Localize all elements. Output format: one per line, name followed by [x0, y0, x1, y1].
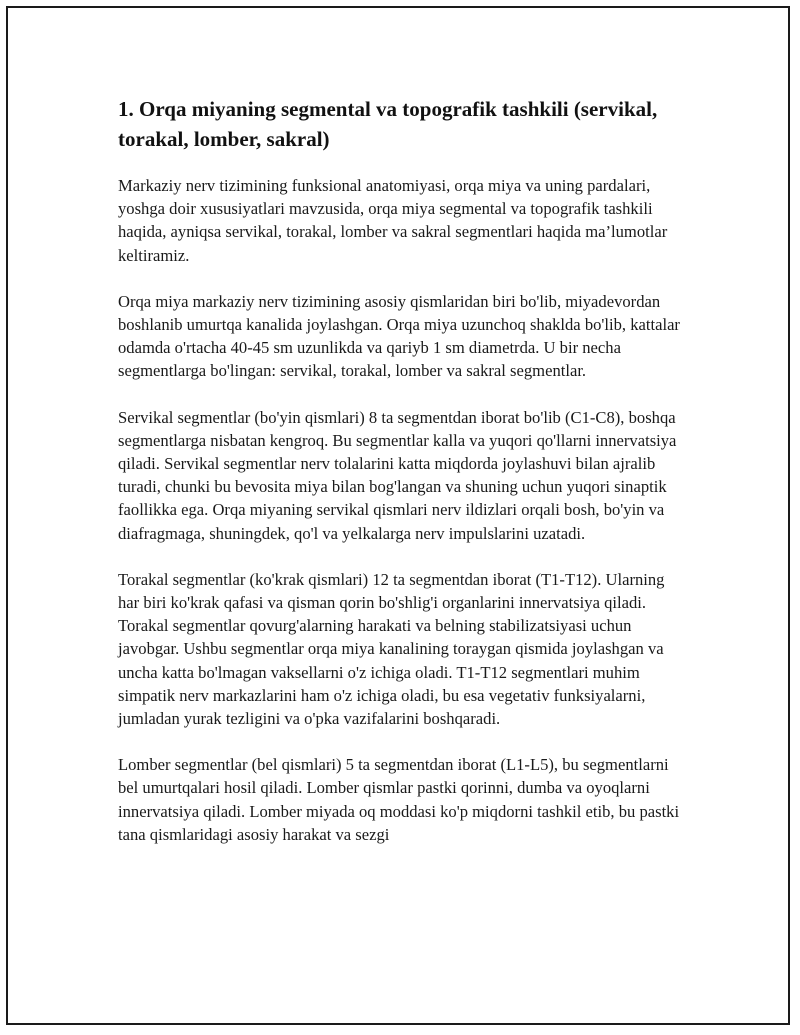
paragraph-spinal-cord-overview: Orqa miya markaziy nerv tizimining asosiy qismlaridan biri bo'lib, miyadevordan boshlanib umurtqa kanalida joylashgan. Orqa miya uzunchoq shaklda bo'lib, kattalar odamda o'rtacha 40-45 sm uzunlikda va qariyb 1 sm diametrda. U bir necha segmentlarga bo'lingan: servikal, torakal, lomber va sakral segmentlar. [118, 291, 680, 381]
paragraph-intro: Markaziy nerv tizimining funksional anatomiyasi, orqa miya va uning pardalari, yoshga doir xususiyatlari mavzusida, orqa miya segmental va topografik tashkili haqida, ayniqsa servikal, torakal, lomber va sakral segmentlari haqida ma’lumotlar keltiramiz. [118, 176, 668, 265]
paragraph-lumbar-segments: Lomber segmentlar (bel qismlari) 5 ta segmentdan iborat (L1-L5), bu segmentlarni bel umurtqalari hosil qiladi. Lomber qismlar pastki qorinni, dumba va oyoqlarni innervatsiya qiladi. Lomber miyada oq moddasi ko'p miqdorni tashkil etib, bu pastki tana qismlaridagi asosiy harakat va sezgi [118, 755, 680, 844]
document-body [118, 94, 684, 869]
paragraph-thoracic-segments: Torakal segmentlar (ko'krak qismlari) 12 ta segmentdan iborat (T1-T12). Ularning har biri ko'krak qafasi va qisman qorin bo'shlig'i organlarini innervatsiya qiladi. Torakal segmentlar qovurg'alarning harakati va belning stabilizatsiyasi uchun javobgar. Ushbu segmentlar orqa miya kanalining toraygan qismida joylashgan va uncha katta bo'lmagan vaksellarni o'z ichiga oladi. T1-T12 segmentlari muhim simpatik nerv markazlarini ham o'z ichiga oladi, bu esa vegetativ funksiyalarni, jumladan yurak tezligini va o'pka vazifalarini boshqaradi. [118, 569, 665, 729]
section-heading: 1. Orqa miyaning segmental va topografik tashkili (servikal, torakal, lomber, sakral) [118, 97, 658, 151]
paragraph-cervical-segments: Servikal segmentlar (bo'yin qismlari) 8 ta segmentdan iborat bo'lib (C1-C8), boshqa segmentlarga nisbatan kengroq. Bu segmentlar kalla va yuqori qo'llarni innervatsiya qiladi. Servikal segmentlar nerv tolalarini katta miqdorda joylashuvi bilan ajralib turadi, chunki bu bevosita miya bilan bog'langan va shuning uchun yuqori sinaptik faollikka ega. Orqa miyaning servikal qismlari nerv ildizlari orqali bosh, bo'yin va diafragmaga, shuningdek, qo'l va yelkalarga nerv impulslarini uzatadi. [118, 407, 677, 543]
